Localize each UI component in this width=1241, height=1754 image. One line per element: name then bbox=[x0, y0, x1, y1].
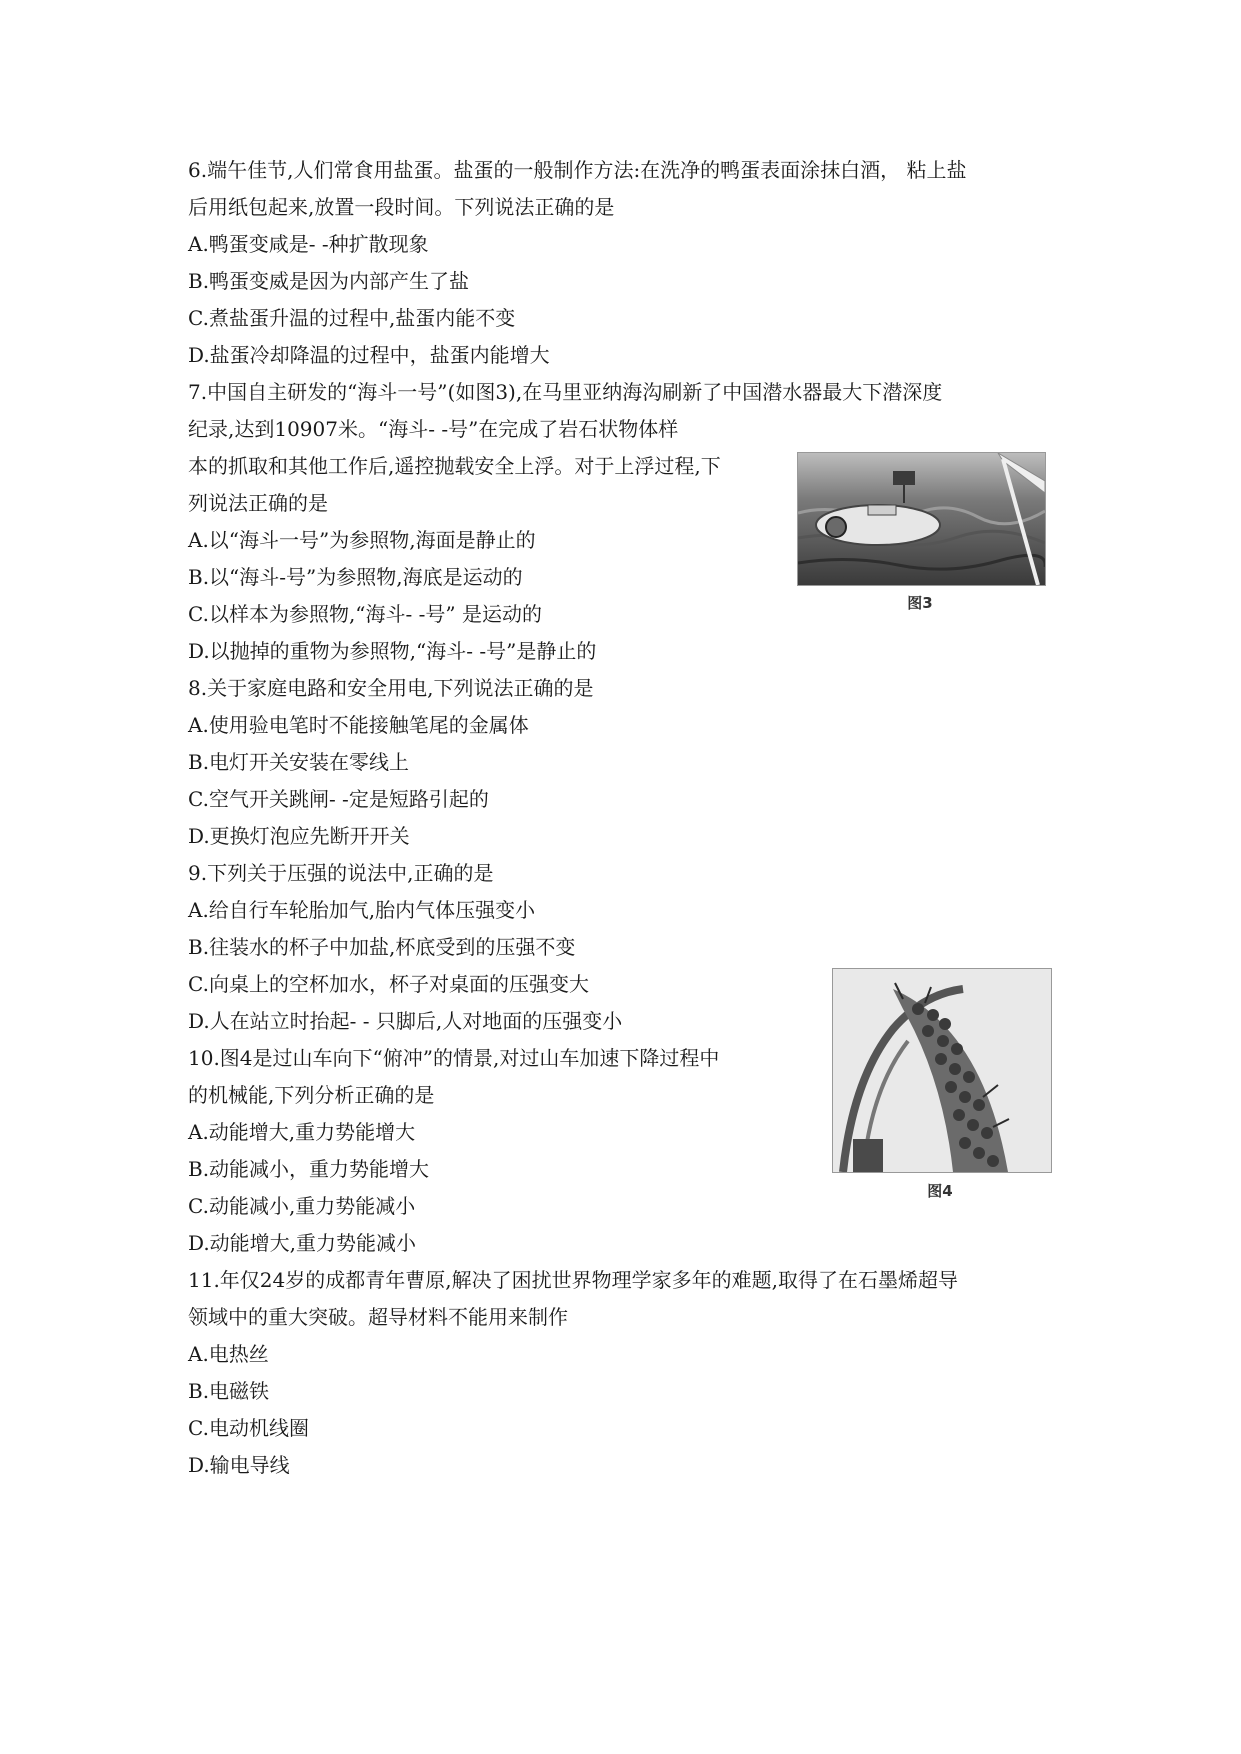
figure-4-roller-coaster-photo bbox=[832, 968, 1052, 1173]
question-6-option-a: A.鸭蛋变咸是- -种扩散现象 bbox=[188, 232, 429, 256]
question-11-option-c: C.电动机线圈 bbox=[188, 1416, 309, 1440]
question-8-option-d: D.更换灯泡应先断开开关 bbox=[188, 824, 410, 848]
question-7-option-c: C.以样本为参照物,“海斗- -号” 是运动的 bbox=[188, 602, 542, 626]
question-6-option-c: C.煮盐蛋升温的过程中,盐蛋内能不变 bbox=[188, 306, 516, 330]
question-9 bbox=[188, 855, 622, 1040]
question-7-stem-line-1: 7.中国自主研发的“海斗一号”(如图3),在马里亚纳海沟刷新了中国潜水器最大下潜深度 bbox=[188, 380, 943, 404]
figure-4-caption: 图4 bbox=[927, 1182, 953, 1200]
question-11-stem-line-2: 领域中的重大突破。超导材料不能用来制作 bbox=[188, 1305, 568, 1329]
question-7-option-d: D.以抛掉的重物为参照物,“海斗- -号”是静止的 bbox=[188, 639, 597, 663]
question-6-stem-line-2: 后用纸包起来,放置一段时间。下列说法正确的是 bbox=[188, 195, 615, 219]
question-7-stem-line-3: 本的抓取和其他工作后,遥控抛载安全上浮。对于上浮过程,下 bbox=[188, 454, 721, 478]
submersible-illustration bbox=[798, 453, 1045, 585]
question-11-option-d: D.输电导线 bbox=[188, 1453, 290, 1477]
question-11-stem-line-1: 11.年仅24岁的成都青年曹原,解决了困扰世界物理学家多年的难题,取得了在石墨烯超导 bbox=[188, 1268, 958, 1292]
question-10-option-a: A.动能增大,重力势能增大 bbox=[188, 1120, 416, 1144]
question-9-stem-line-1: 9.下列关于压强的说法中,正确的是 bbox=[188, 861, 494, 885]
question-11-option-a: A.电热丝 bbox=[188, 1342, 269, 1366]
question-8-option-b: B.电灯开关安装在零线上 bbox=[188, 750, 410, 774]
question-6-option-b: B.鸭蛋变威是因为内部产生了盐 bbox=[188, 269, 470, 293]
question-11-option-b: B.电磁铁 bbox=[188, 1379, 270, 1403]
question-10-option-c: C.动能减小,重力势能减小 bbox=[188, 1194, 416, 1218]
question-11 bbox=[188, 1262, 958, 1484]
question-9-option-b: B.往装水的杯子中加盐,杯底受到的压强不变 bbox=[188, 935, 576, 959]
roller-coaster-illustration bbox=[833, 969, 1051, 1172]
question-7-stem-line-4: 列说法正确的是 bbox=[188, 491, 328, 515]
question-10-stem-line-1: 10.图4是过山车向下“俯冲”的情景,对过山车加速下降过程中 bbox=[188, 1046, 720, 1070]
question-7-option-b: B.以“海斗-号”为参照物,海底是运动的 bbox=[188, 565, 523, 589]
figure-3-submersible-photo bbox=[797, 452, 1046, 586]
question-8-stem-line-1: 8.关于家庭电路和安全用电,下列说法正确的是 bbox=[188, 676, 594, 700]
question-9-option-d: D.人在站立时抬起- - 只脚后,人对地面的压强变小 bbox=[188, 1009, 623, 1033]
question-8-option-c: C.空气开关跳闸- -定是短路引起的 bbox=[188, 787, 489, 811]
question-8 bbox=[188, 670, 593, 855]
question-6 bbox=[188, 152, 967, 374]
question-6-option-d: D.盐蛋冷却降温的过程中，盐蛋内能增大 bbox=[188, 343, 550, 367]
question-10-option-d: D.动能增大,重力势能减小 bbox=[188, 1231, 417, 1255]
question-9-option-a: A.给自行车轮胎加气,胎内气体压强变小 bbox=[188, 898, 536, 922]
question-9-option-c: C.向桌上的空杯加水，杯子对桌面的压强变大 bbox=[188, 972, 589, 996]
question-6-stem-line-1: 6.端午佳节,人们常食用盐蛋。盐蛋的一般制作方法:在洗净的鸭蛋表面涂抹白酒， 粘上盐 bbox=[188, 158, 967, 182]
question-8-option-a: A.使用验电笔时不能接触笔尾的金属体 bbox=[188, 713, 529, 737]
question-10-option-b: B.动能减小，重力势能增大 bbox=[188, 1157, 430, 1181]
figure-3-caption: 图3 bbox=[907, 594, 933, 612]
question-7-stem-line-2: 纪录,达到10907米。“海斗- -号”在完成了岩石状物体样 bbox=[188, 417, 679, 441]
question-7-option-a: A.以“海斗一号”为参照物,海面是静止的 bbox=[188, 528, 536, 552]
question-10-stem-line-2: 的机械能,下列分析正确的是 bbox=[188, 1083, 435, 1107]
question-10 bbox=[188, 1040, 719, 1262]
